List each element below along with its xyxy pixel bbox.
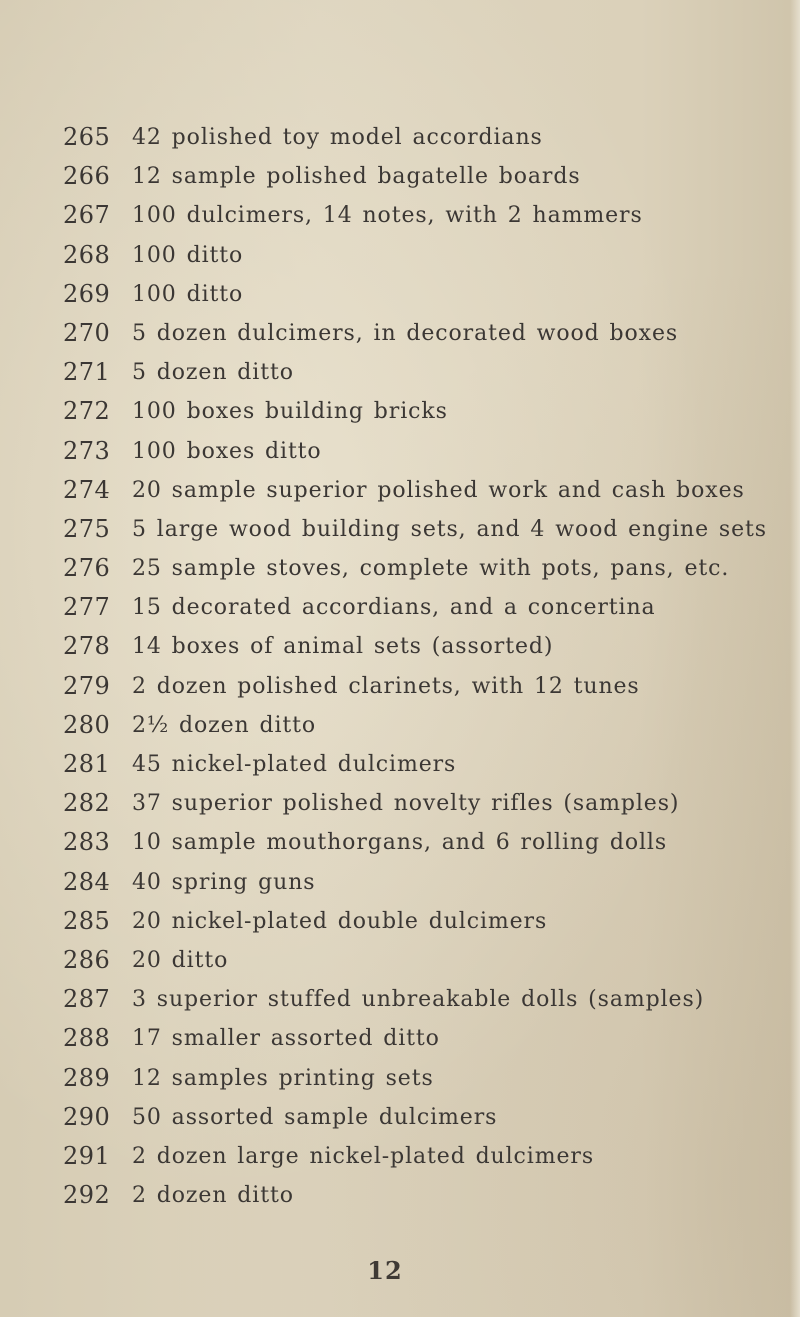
lot-description: 12 samples printing sets: [132, 1065, 434, 1091]
lot-description: 40 spring guns: [132, 869, 316, 895]
lot-description: 2 dozen polished clarinets, with 12 tunes: [132, 673, 640, 699]
lot-number: 283: [63, 828, 111, 857]
lot-number: 288: [63, 1024, 111, 1053]
lot-number: 281: [63, 750, 111, 778]
lot-description: 12 sample polished bagatelle boards: [132, 164, 581, 190]
page-number-text: 12: [367, 1256, 403, 1285]
lot-number: 266: [63, 162, 111, 191]
lot-description: 100 ditto: [132, 281, 244, 307]
lot-description: 2½ dozen ditto: [132, 712, 317, 738]
lot-number: 285: [63, 906, 111, 935]
lot-number: 267: [63, 201, 111, 230]
lot-description: 37 superior polished novelty rifles (samples): [132, 791, 680, 817]
lot-description: 3 superior stuffed unbreakable dolls (samples): [132, 987, 705, 1013]
lot-number: 272: [63, 397, 111, 426]
lot-description: 2 dozen ditto: [132, 1183, 294, 1209]
lot-description: 100 boxes building bricks: [132, 399, 448, 425]
lot-number: 270: [63, 318, 111, 347]
lot-description: 20 nickel-plated double dulcimers: [132, 908, 548, 934]
lot-number: 280: [63, 710, 111, 739]
lot-number: 271: [63, 358, 111, 387]
lot-description: 50 assorted sample dulcimers: [132, 1104, 498, 1130]
lot-number: 278: [63, 632, 111, 661]
lot-number: 286: [63, 945, 111, 974]
lot-number: 291: [63, 1141, 111, 1170]
lot-description: 10 sample mouthorgans, and 6 rolling dolls: [132, 830, 668, 856]
lot-number: 265: [63, 123, 111, 151]
lot-number: 279: [63, 671, 111, 700]
lot-description: 20 ditto: [132, 947, 229, 973]
lot-number: 276: [63, 554, 111, 583]
lot-description: 42 polished toy model accordians: [132, 125, 543, 150]
lot-number: 273: [63, 436, 111, 465]
lot-number: 289: [63, 1063, 111, 1092]
lot-description: 25 sample stoves, complete with pots, pans, etc.: [132, 556, 730, 582]
lot-description: 17 smaller assorted ditto: [132, 1026, 440, 1052]
lot-number: 287: [63, 985, 111, 1014]
lot-description: 5 dozen ditto: [132, 360, 294, 386]
lot-number: 284: [63, 867, 111, 896]
lot-description: 2 dozen large nickel-plated dulcimers: [132, 1143, 595, 1169]
lot-number: 292: [63, 1181, 111, 1210]
lot-number: 275: [63, 514, 111, 543]
lot-number: 268: [63, 240, 111, 269]
lot-description: 15 decorated accordians, and a concertina: [132, 595, 656, 621]
lot-description: 20 sample superior polished work and cash boxes: [132, 477, 745, 503]
lot-number: 269: [63, 279, 111, 308]
lot-description: 45 nickel-plated dulcimers: [132, 752, 457, 777]
lot-description: 5 dozen dulcimers, in decorated wood boxes: [132, 320, 679, 346]
lot-number: 282: [63, 789, 111, 818]
lot-description: 5 large wood building sets, and 4 wood engine sets: [132, 516, 767, 542]
page-number: [0, 1256, 800, 1285]
lot-description: 100 ditto: [132, 242, 244, 268]
lot-number: 290: [63, 1102, 111, 1131]
lot-description: 100 dulcimers, 14 notes, with 2 hammers: [132, 203, 643, 229]
lot-description: 100 boxes ditto: [132, 438, 322, 464]
lot-number: 274: [63, 475, 111, 504]
lot-description: 14 boxes of animal sets (assorted): [132, 634, 554, 660]
lot-number: 277: [63, 593, 111, 622]
